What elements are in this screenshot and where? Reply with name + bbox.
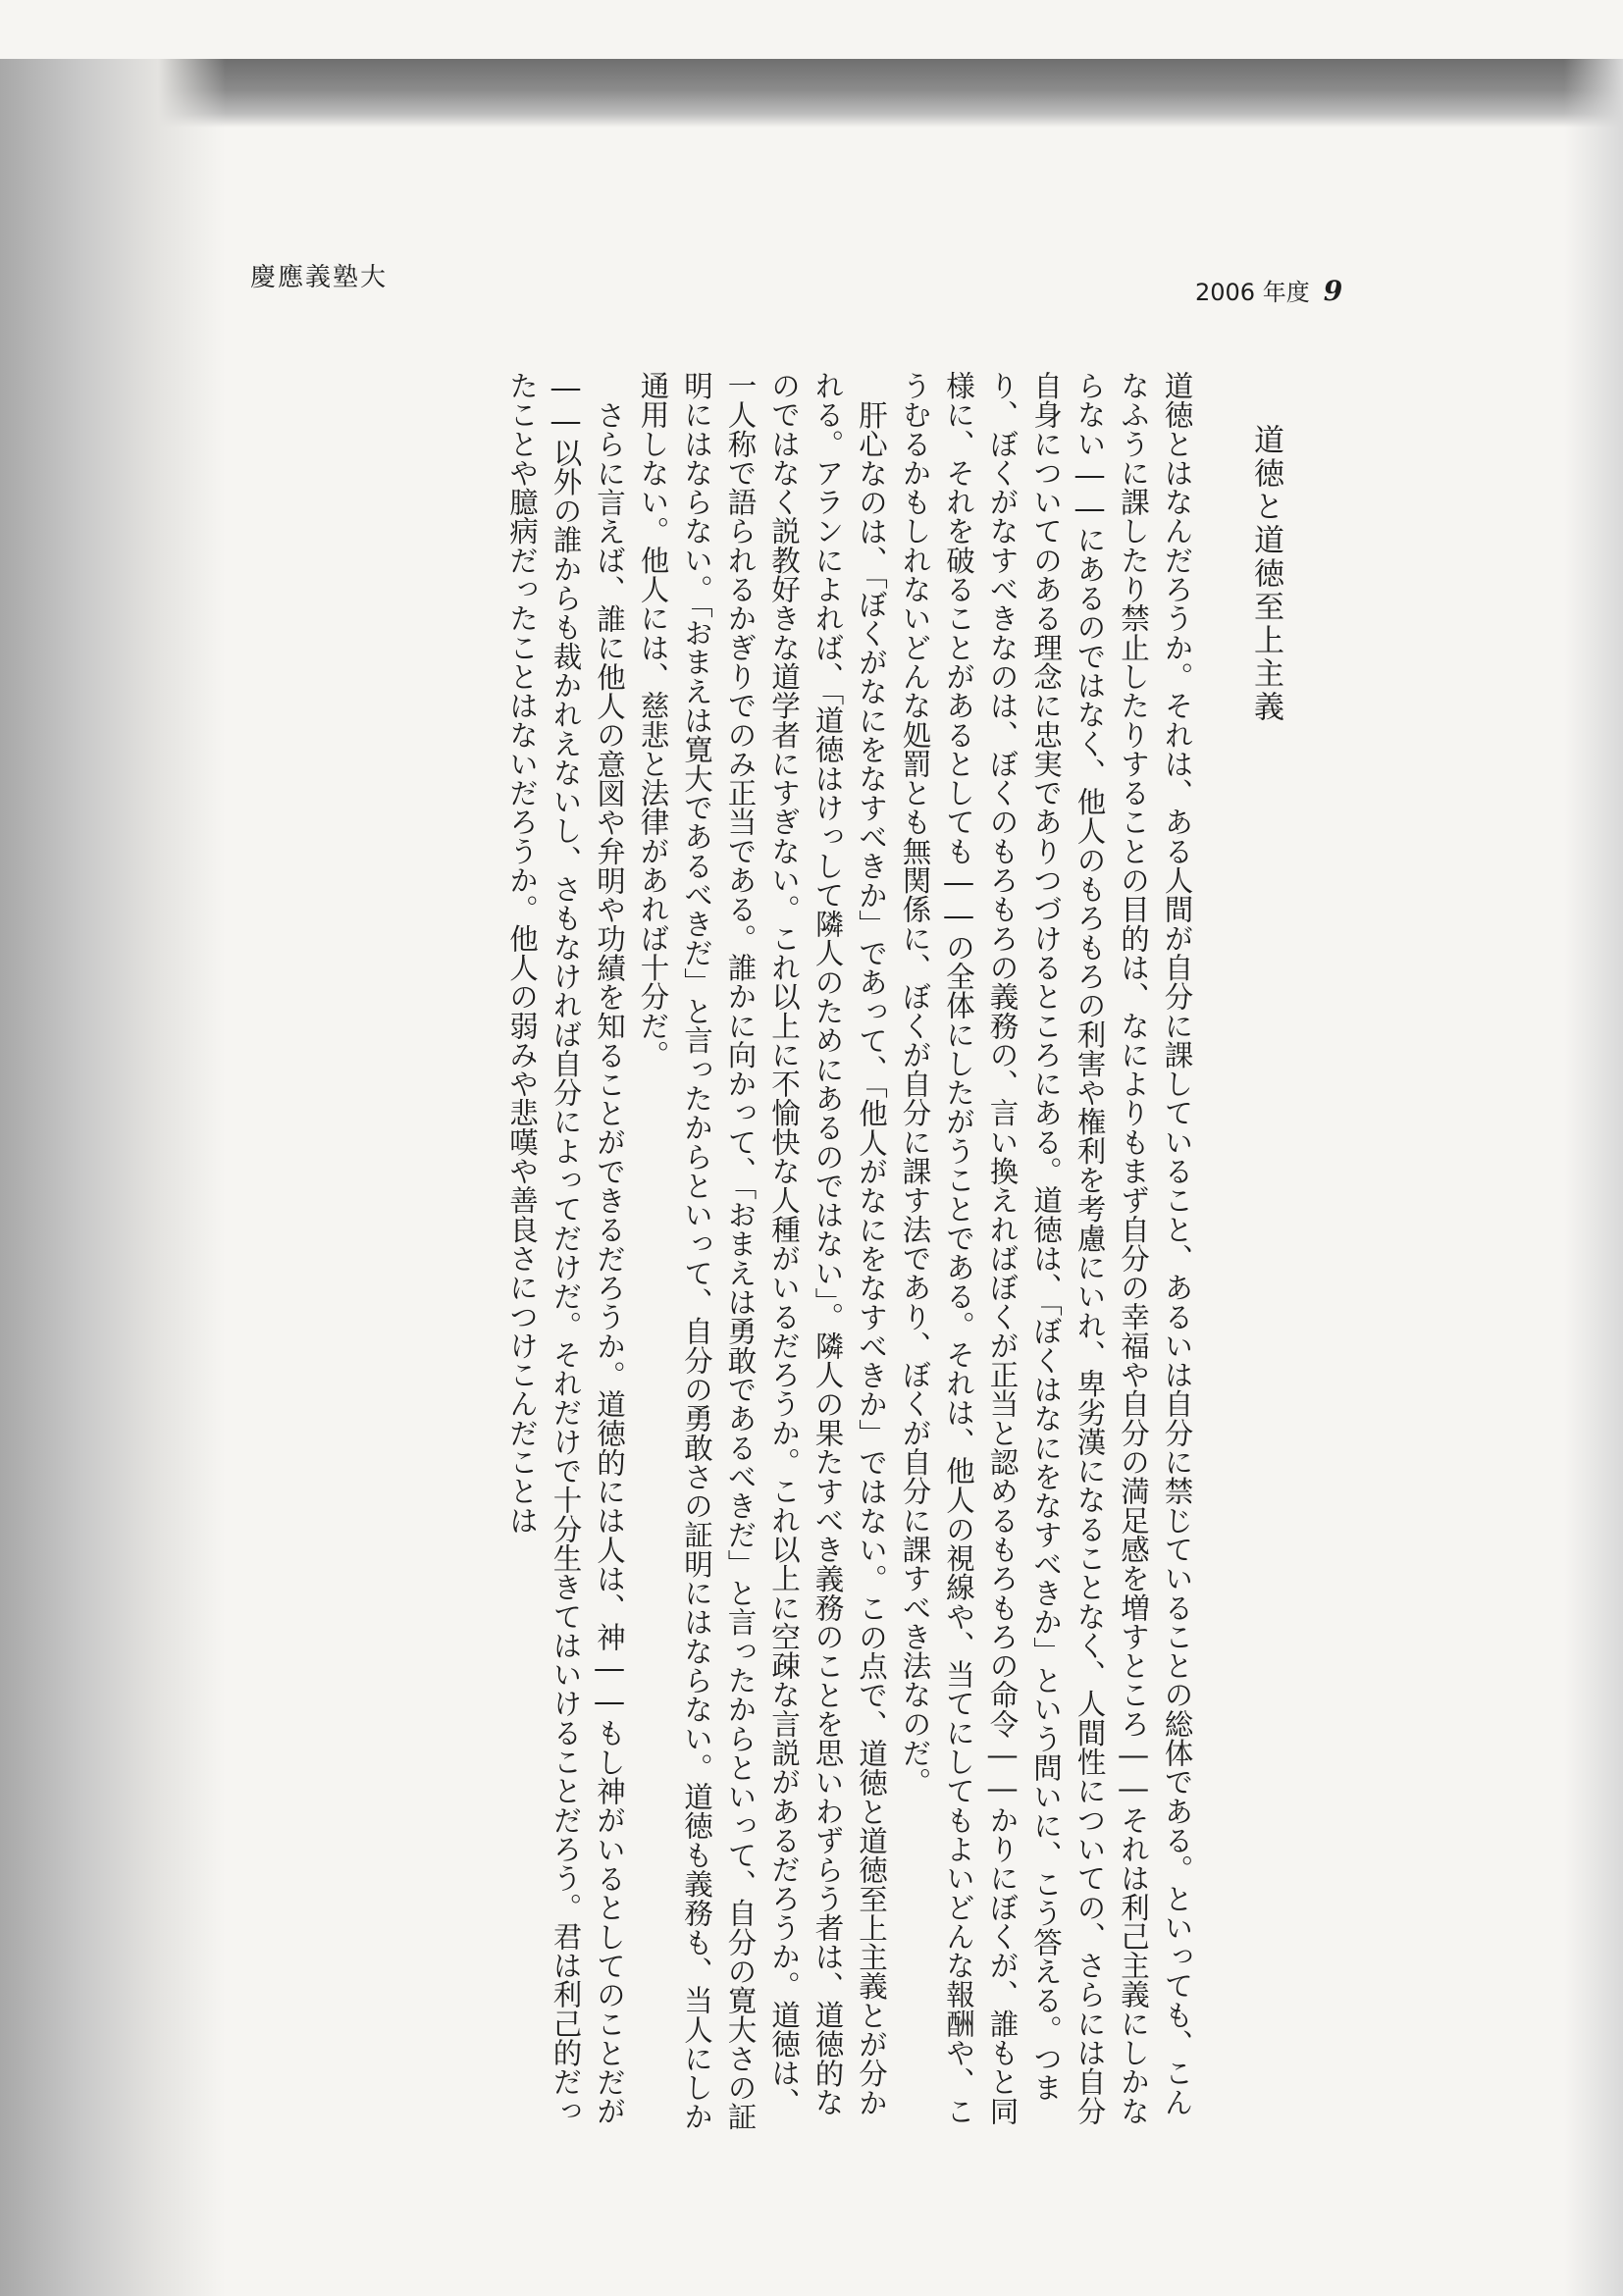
paragraph: さらに言えば、誰に他人の意図や弁明や功績を知ることができるだろうか。道徳的には人は、神――もし神がいるとしてのことだが――以外の誰からも裁かれえないし、さもなければ自分によってだけだ。それだけで十分生きてはいけることだろう。君は利己的だったことや臆病だったことはないだろうか。他人の弱みや悲嘆や善良さにつけこんだことは [505,371,626,2125]
running-header-university: 慶應義塾大 [250,263,389,292]
running-header-year: 2006 年度 [1195,279,1310,306]
paragraph: 肝心なのは、「ぼくがなにをなすべきか」であって、「他人がなにをなすべきか」ではない。この点で、道徳と道徳至上主義とが分かれる。アランによれば、「道徳はけっして隣人のためにあるのではない」。隣人の果たすべき義務のことを思いわずらう者は、道徳的なのではなく説教好きな道学者にすぎない。これ以上に不愉快な人種がいるだろうか。これ以上に空疎な言説があるだろうか。道徳は、一人称で語られるかぎりでのみ正当である。誰かに向かって、「おまえは勇敢であるべきだ」と言ったからといって、自分の寛大さの証明にはならない。「おまえは寛大であるべきだ」と言ったからといって、自分の勇敢さの証明にはならない。道徳も義務も、当人にしか通用しない。他人には、慈悲と法律があれば十分だ。 [636,371,888,2131]
page-number: 9 [1323,275,1343,307]
paragraph: 道徳とはなんだろうか。それは、ある人間が自分に課していること、あるいは自分に禁じていることの総体である。といっても、こんなふうに課したり禁止したりすることの目的は、なによりもまず自分の幸福や自分の満足感を増すところ――それは利己主義にしかならない――にあるのではなく、他人のもろもろの利害や権利を考慮にいれ、卑劣漢になることなく、人間性についての、さらには自分自身についてのある理念に忠実でありつづけるところにある。道徳は、「ぼくはなにをなすべきか」という問いに、こう答える。つまり、ぼくがなすべきなのは、ぼくのもろもろの義務の、言い換えればぼくが正当と認めるもろもろの命令――かりにぼくが、誰もと同様に、それを破ることがあるとしても――の全体にしたがうことである。それは、他人の視線や、当てにしてもよいどんな報酬や、こうむるかもしれないどんな処罰とも無関係に、ぼくが自分に課す法であり、ぼくが自分に課すべき法なのだ。 [898,371,1194,2125]
section-title: 道徳と道徳至上主義 [1248,424,1283,724]
vertical-text-body [236,371,1301,2137]
scan-shadow-top [0,59,1623,128]
scan-shadow-right [1564,59,1623,2296]
running-header-right [1195,273,1342,307]
scan-shadow-left [0,59,226,2296]
